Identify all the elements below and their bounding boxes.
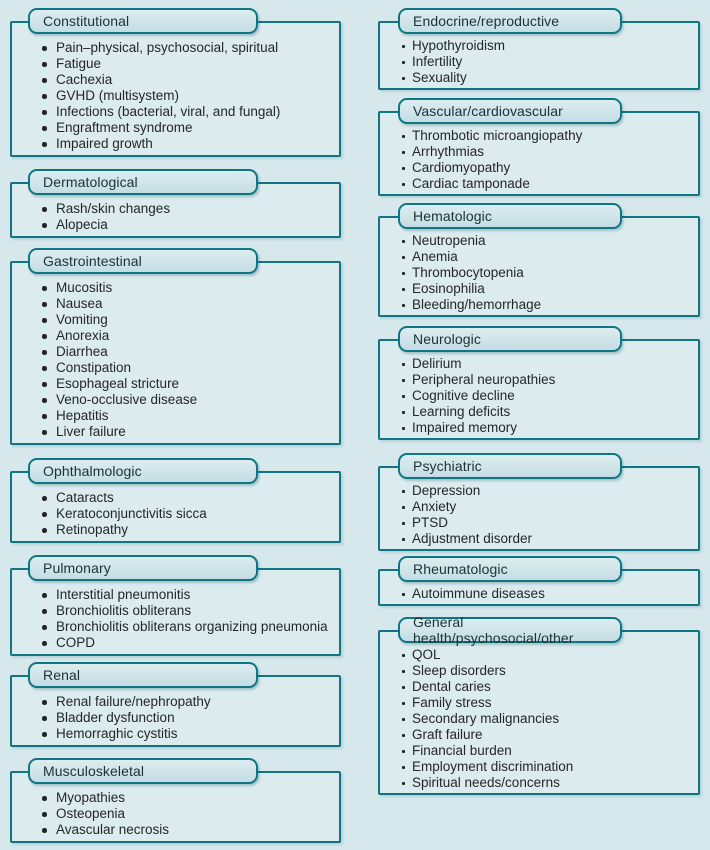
symptom-list xyxy=(401,356,692,436)
list-item: Anemia xyxy=(401,249,692,265)
section-header xyxy=(28,248,258,274)
list-item: Infertility xyxy=(401,54,692,70)
section-endocrine-reproductive xyxy=(378,8,700,90)
section-title: Dermatological xyxy=(43,174,138,190)
section-header xyxy=(398,203,622,229)
symptom-list xyxy=(401,647,692,791)
list-item: Bleeding/hemorrhage xyxy=(401,297,692,313)
section-musculoskeletal xyxy=(10,758,341,843)
section-title: Rheumatologic xyxy=(413,561,508,577)
list-item: Cognitive decline xyxy=(401,388,692,404)
section-box xyxy=(10,21,341,157)
list-item: Thrombocytopenia xyxy=(401,265,692,281)
right-column xyxy=(378,8,700,795)
section-title: Ophthalmologic xyxy=(43,463,142,479)
list-item: Family stress xyxy=(401,695,692,711)
list-item: Engraftment syndrome xyxy=(42,120,333,136)
symptom-list xyxy=(42,40,333,152)
list-item: Infections (bacterial, viral, and fungal) xyxy=(42,104,333,120)
section-header xyxy=(28,458,258,484)
section-header xyxy=(28,8,258,34)
section-psychiatric xyxy=(378,453,700,551)
list-item: Cataracts xyxy=(42,490,333,506)
list-item: Bladder dysfunction xyxy=(42,710,333,726)
list-item: Adjustment disorder xyxy=(401,531,692,547)
list-item: Cardiomyopathy xyxy=(401,160,692,176)
list-item: Diarrhea xyxy=(42,344,333,360)
list-item: Autoimmune diseases xyxy=(401,586,692,602)
list-item: Impaired growth xyxy=(42,136,333,152)
section-title: Neurologic xyxy=(413,331,481,347)
list-item: Bronchiolitis obliterans xyxy=(42,603,333,619)
list-item: Financial burden xyxy=(401,743,692,759)
list-item: Vomiting xyxy=(42,312,333,328)
symptom-list xyxy=(401,38,692,86)
section-title: Renal xyxy=(43,667,81,683)
list-item: Anxiety xyxy=(401,499,692,515)
section-box xyxy=(10,568,341,656)
list-item: Peripheral neuropathies xyxy=(401,372,692,388)
list-item: Hemorraghic cystitis xyxy=(42,726,333,742)
list-item: Mucositis xyxy=(42,280,333,296)
section-header xyxy=(28,662,258,688)
list-item: Cachexia xyxy=(42,72,333,88)
symptom-list xyxy=(42,790,333,838)
section-box xyxy=(378,216,700,317)
list-item: Hypothyroidism xyxy=(401,38,692,54)
symptom-list xyxy=(42,201,333,233)
symptom-list xyxy=(42,490,333,538)
symptom-list xyxy=(42,280,333,440)
list-item: Hepatitis xyxy=(42,408,333,424)
list-item: Interstitial pneumonitis xyxy=(42,587,333,603)
section-header xyxy=(398,556,622,582)
list-item: Retinopathy xyxy=(42,522,333,538)
section-header xyxy=(398,326,622,352)
list-item: Thrombotic microangiopathy xyxy=(401,128,692,144)
section-title: Gastrointestinal xyxy=(43,253,142,269)
section-neurologic xyxy=(378,326,700,440)
section-general-health-psychosocial-other xyxy=(378,614,700,795)
list-item: QOL xyxy=(401,647,692,663)
list-item: Delirium xyxy=(401,356,692,372)
list-item: Rash/skin changes xyxy=(42,201,333,217)
section-dermatological xyxy=(10,169,341,238)
section-title: Vascular/cardiovascular xyxy=(413,103,563,119)
section-header xyxy=(28,758,258,784)
list-item: Spiritual needs/concerns xyxy=(401,775,692,791)
list-item: Esophageal stricture xyxy=(42,376,333,392)
section-title: Musculoskeletal xyxy=(43,763,145,779)
section-header xyxy=(28,169,258,195)
list-item: Arrhythmias xyxy=(401,144,692,160)
list-item: COPD xyxy=(42,635,333,651)
list-item: Learning deficits xyxy=(401,404,692,420)
list-item: GVHD (multisystem) xyxy=(42,88,333,104)
list-item: Depression xyxy=(401,483,692,499)
list-item: Constipation xyxy=(42,360,333,376)
list-item: Cardiac tamponade xyxy=(401,176,692,192)
list-item: Renal failure/nephropathy xyxy=(42,694,333,710)
section-gastrointestinal xyxy=(10,248,341,445)
list-item: Impaired memory xyxy=(401,420,692,436)
list-item: Myopathies xyxy=(42,790,333,806)
section-box xyxy=(10,261,341,445)
list-item: Fatigue xyxy=(42,56,333,72)
symptom-list xyxy=(42,694,333,742)
symptom-list xyxy=(401,586,692,602)
section-title: Pulmonary xyxy=(43,560,111,576)
list-item: Alopecia xyxy=(42,217,333,233)
section-header xyxy=(398,453,622,479)
list-item: Anorexia xyxy=(42,328,333,344)
list-item: Bronchiolitis obliterans organizing pneumonia xyxy=(42,619,333,635)
symptom-list xyxy=(401,483,692,547)
section-ophthalmologic xyxy=(10,458,341,543)
section-pulmonary xyxy=(10,555,341,656)
list-item: PTSD xyxy=(401,515,692,531)
list-item: Nausea xyxy=(42,296,333,312)
list-item: Keratoconjunctivitis sicca xyxy=(42,506,333,522)
list-item: Eosinophilia xyxy=(401,281,692,297)
section-header xyxy=(398,8,622,34)
list-item: Employment discrimination xyxy=(401,759,692,775)
list-item: Graft failure xyxy=(401,727,692,743)
section-header xyxy=(398,614,622,646)
list-item: Sexuality xyxy=(401,70,692,86)
section-box xyxy=(378,339,700,440)
section-header xyxy=(28,555,258,581)
list-item: Neutropenia xyxy=(401,233,692,249)
left-column xyxy=(10,8,341,843)
list-item: Avascular necrosis xyxy=(42,822,333,838)
symptom-list xyxy=(401,233,692,313)
section-title: Hematologic xyxy=(413,208,492,224)
section-title: General health/psychosocial/other xyxy=(413,614,574,646)
section-renal xyxy=(10,662,341,747)
list-item: Pain–physical, psychosocial, spiritual xyxy=(42,40,333,56)
symptom-list xyxy=(401,128,692,192)
section-title: Constitutional xyxy=(43,13,130,29)
section-header xyxy=(398,98,622,124)
section-constitutional xyxy=(10,8,341,157)
section-title: Psychiatric xyxy=(413,458,482,474)
list-item: Secondary malignancies xyxy=(401,711,692,727)
symptom-list xyxy=(42,587,333,651)
section-title: Endocrine/reproductive xyxy=(413,13,560,29)
section-vascular-cardiovascular xyxy=(378,98,700,196)
section-rheumatologic xyxy=(378,556,700,606)
list-item: Liver failure xyxy=(42,424,333,440)
list-item: Dental caries xyxy=(401,679,692,695)
section-box xyxy=(378,630,700,795)
section-hematologic xyxy=(378,203,700,317)
list-item: Osteopenia xyxy=(42,806,333,822)
list-item: Veno-occlusive disease xyxy=(42,392,333,408)
list-item: Sleep disorders xyxy=(401,663,692,679)
